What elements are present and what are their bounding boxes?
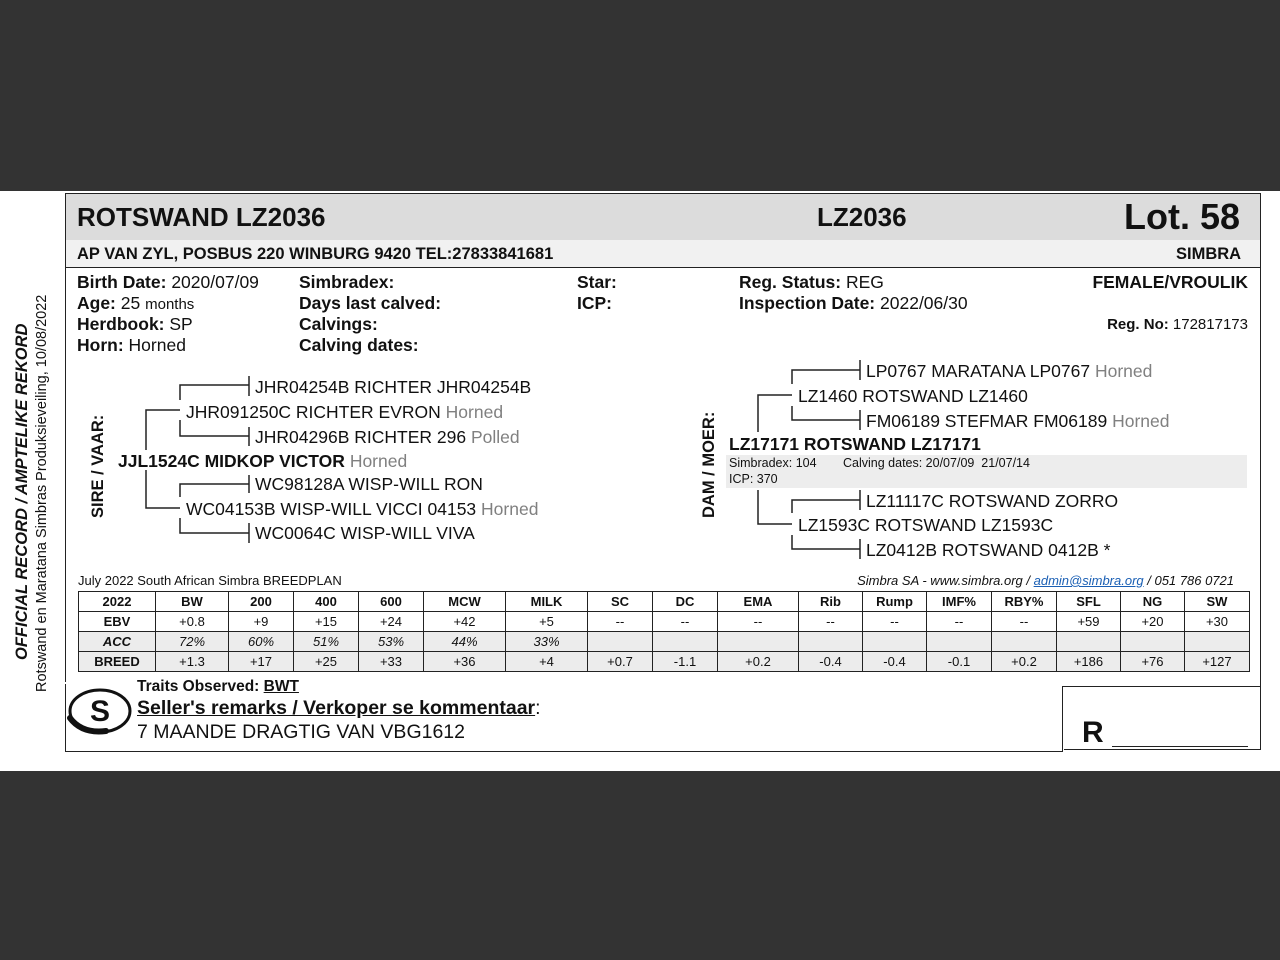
table-cell [799,632,863,652]
table-header-cell: SFL [1057,592,1121,612]
animal-name: ROTSWAND LZ2036 [77,202,326,232]
lot-number: Lot. 58 [1124,196,1241,237]
table-cell [588,632,653,652]
animal-id: LZ2036 [817,202,907,232]
inspection-date-value: 2022/06/30 [880,293,968,313]
sire-sire-dam [255,427,520,448]
table-cell: -- [799,612,863,632]
sex-label: FEMALE/VROULIK [1092,272,1248,292]
reg-status-value: REG [845,272,884,292]
table-cell [718,632,799,652]
logo-letter: S [89,695,111,728]
horn-value: Horned [128,335,186,355]
pedigree-name: WC0064C WISP-WILL VIVA [255,523,475,543]
table-cell: 60% [229,632,294,652]
table-cell: +15 [294,612,359,632]
pedigree-horn: Horned [1094,361,1153,381]
email-link[interactable]: admin@simbra.org [1033,573,1144,588]
pedigree-name: LZ0412B ROTSWAND 0412B * [866,540,1111,560]
dam-dam-sire [866,491,1118,512]
calving-dates-label: Calving dates: [299,335,419,355]
simbra-logo-icon [66,684,134,736]
table-header-cell: IMF% [927,592,992,612]
table-cell: BREED [79,652,156,672]
inspection-date-label: Inspection Date: [739,293,876,313]
table-cell: +4 [506,652,588,672]
table-header-cell: NG [1121,592,1185,612]
owner-address: AP VAN ZYL, POSBUS 220 WINBURG 9420 TEL:27833841681 [77,245,554,263]
reg-status-label: Reg. Status: [739,272,842,292]
contact-prefix: Simbra SA - www.simbra.org / [857,573,1034,588]
table-header-cell: 600 [359,592,424,612]
table-cell: +0.2 [992,652,1057,672]
pedigree-name: FM06189 STEFMAR FM06189 [866,411,1108,431]
pedigree-horn: Polled [470,427,520,447]
star-label: Star: [577,272,617,292]
pedigree-horn: Horned [445,402,504,422]
traits-label: Traits Observed: [137,678,260,695]
table-cell [1185,632,1250,652]
breedplan-table [78,591,1250,672]
sire-dam [186,499,538,520]
table-cell: 33% [506,632,588,652]
table-cell: +0.2 [718,652,799,672]
pedigree-name: JJL1524C MIDKOP VICTOR [118,451,345,471]
table-cell: +25 [294,652,359,672]
days-last-calved-label: Days last calved: [299,293,442,313]
table-cell [992,632,1057,652]
table-cell [927,632,992,652]
table-cell: 44% [424,632,506,652]
herdbook-value: SP [169,314,193,334]
table-cell: 51% [294,632,359,652]
r-label: R [1082,716,1104,749]
table-header-cell: 400 [294,592,359,612]
dam-dam-dam [866,540,1110,561]
breedplan-title: July 2022 South African Simbra BREEDPLAN [78,573,342,588]
table-row-acc [79,632,1250,652]
table-cell: ACC [79,632,156,652]
sellers-remarks-text: 7 MAANDE DRAGTIG VAN VBG1612 [137,721,465,743]
pedigree-name: LZ11117C ROTSWAND ZORRO [866,491,1119,511]
sire-sire [186,402,503,423]
dam-side-label: DAM / MOER: [700,411,718,518]
table-cell: +30 [1185,612,1250,632]
dam-sire [798,386,1028,407]
table-row-breed [79,652,1250,672]
table-cell: +76 [1121,652,1185,672]
r-signature-line [1112,746,1248,747]
sellers-remarks-colon: : [535,697,541,719]
table-header-cell: MILK [506,592,588,612]
table-cell [863,632,927,652]
sellers-remarks-heading [137,697,541,720]
table-cell: -0.4 [799,652,863,672]
pedigree-name: WC98128A WISP-WILL RON [255,474,483,494]
table-cell: +0.8 [156,612,229,632]
table-cell: +33 [359,652,424,672]
dam-icp: ICP: 370 [729,472,778,486]
sire-sire-sire [255,377,531,398]
table-cell: -- [718,612,799,632]
simbradex-label: Simbradex: [299,272,395,292]
table-cell: +186 [1057,652,1121,672]
pedigree-name: LZ1593C ROTSWAND LZ1593C [798,515,1054,535]
traits-observed [137,678,299,696]
age-unit: months [145,296,195,313]
icp-label: ICP: [577,293,612,313]
dam-calving-dates: Calving dates: 20/07/09 21/07/14 [843,456,1030,470]
pedigree-name: WC04153B WISP-WILL VICCI 04153 [186,499,477,519]
table-header-cell: MCW [424,592,506,612]
table-cell: +59 [1057,612,1121,632]
table-cell: 53% [359,632,424,652]
table-header-row [79,592,1250,612]
table-cell: +0.7 [588,652,653,672]
reg-no-value: 172817173 [1172,316,1248,333]
traits-value: BWT [263,678,299,695]
table-cell: +127 [1185,652,1250,672]
calvings-label: Calvings: [299,314,378,334]
pedigree-horn: Horned [481,499,539,519]
pedigree-name: JHR04296B RICHTER 296 [255,427,467,447]
sire-dam-dam [255,523,475,544]
table-cell [653,632,718,652]
table-cell: +24 [359,612,424,632]
table-header-cell: Rib [799,592,863,612]
age-label: Age: [77,293,116,313]
dam-simbradex: Simbradex: 104 [729,456,817,470]
breedplan-contact [857,573,1234,588]
table-cell [1121,632,1185,652]
pedigree-horn: Horned [349,451,408,471]
pedigree-horn: Horned [1112,411,1170,431]
table-cell: +42 [424,612,506,632]
sire-dam-sire [255,474,483,495]
table-header-cell: SC [588,592,653,612]
dam-dam [798,515,1053,536]
dam-sire-sire [866,361,1152,382]
table-cell: +36 [424,652,506,672]
table-cell: +5 [506,612,588,632]
official-record-label: OFFICIAL RECORD / AMPTELIKE REKORD [13,323,31,660]
table-row-ebv [79,612,1250,632]
table-header-cell: 200 [229,592,294,612]
dam-sire-dam [866,411,1169,432]
table-cell: -0.4 [863,652,927,672]
birth-date-label: Birth Date: [77,272,167,292]
dam-name: LZ17171 ROTSWAND LZ17171 [729,434,981,454]
table-header-cell: DC [653,592,718,612]
table-cell: EBV [79,612,156,632]
table-cell: -1.1 [653,652,718,672]
table-cell: -- [992,612,1057,632]
table-cell: -- [653,612,718,632]
pedigree-name: LZ1460 ROTSWAND LZ1460 [798,386,1028,406]
contact-suffix: / 051 786 0721 [1143,573,1234,588]
table-header-cell: EMA [718,592,799,612]
table-header-cell: SW [1185,592,1250,612]
pedigree-name: JHR04254B RICHTER JHR04254B [255,377,532,397]
table-header-cell: RBY% [992,592,1057,612]
table-cell: +17 [229,652,294,672]
birth-date-value: 2020/07/09 [171,272,259,292]
sire-side-label: SIRE / VAAR: [89,414,107,518]
table-header-cell: BW [156,592,229,612]
table-cell: -- [927,612,992,632]
table-cell: -- [588,612,653,632]
table-cell [1057,632,1121,652]
table-header-cell: 2022 [79,592,156,612]
reg-no-label: Reg. No: [1107,316,1169,333]
sale-info-label: Rotswand en Maratana Simbras Produksieveiling, 10/08/2022 [34,294,50,692]
table-cell: +20 [1121,612,1185,632]
table-cell: -- [863,612,927,632]
table-cell: 72% [156,632,229,652]
sellers-remarks-label: Seller's remarks / Verkoper se kommentaar [137,697,536,719]
pedigree-name: JHR091250C RICHTER EVRON [186,402,441,422]
table-cell: +1.3 [156,652,229,672]
horn-label: Horn: [77,335,124,355]
breed-name: SIMBRA [1176,245,1242,263]
table-cell: +9 [229,612,294,632]
table-cell: -0.1 [927,652,992,672]
pedigree-name: LP0767 MARATANA LP0767 [866,361,1091,381]
herdbook-label: Herdbook: [77,314,165,334]
age-value: 25 [120,293,141,313]
sire-name [118,451,407,472]
table-header-cell: Rump [863,592,927,612]
